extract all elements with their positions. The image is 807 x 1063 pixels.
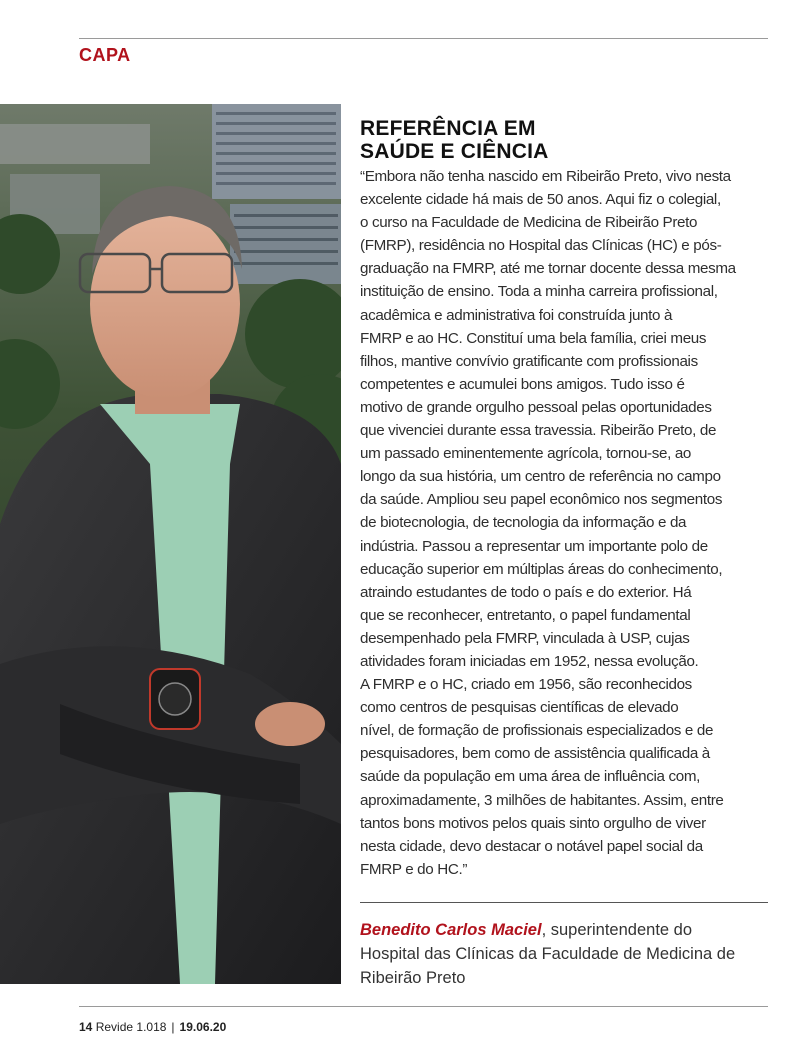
author-credit (360, 918, 770, 990)
headline-line: SAÚDE E CIÊNCIA (360, 140, 549, 163)
quote-line: FMRP e do HC.” (360, 860, 468, 878)
quote-line: saúde da população em uma área de influência com, (360, 768, 700, 786)
quote-line: graduação na FMRP, até me tornar docente dessa mesma (360, 260, 736, 278)
article (360, 117, 770, 881)
quote-line: longo da sua história, um centro de referência no campo (360, 468, 721, 486)
section-label: CAPA (79, 45, 131, 65)
top-rule (79, 38, 768, 39)
credit-divider (360, 902, 768, 903)
page-number: 14 (79, 1020, 93, 1034)
quote-line: “Embora não tenha nascido em Ribeirão Preto, vivo nesta (360, 168, 731, 185)
quote-line: como centros de pesquisas científicas de elevado (360, 699, 679, 717)
quote-line: um passado eminentemente agrícola, tornou-se, ao (360, 445, 692, 463)
quote-line: da saúde. Ampliou seu papel econômico nos segmentos (360, 491, 723, 509)
quote-line: indústria. Passou a representar um importante polo de (360, 537, 708, 555)
portrait-illustration (0, 104, 341, 984)
quote-line: excelente cidade há mais de 50 anos. Aqui fiz o colegial, (360, 191, 721, 209)
quote-line: de biotecnologia, de tecnologia da informação e da (360, 514, 687, 532)
credit-line (360, 918, 770, 942)
footer-separator: | (171, 1020, 175, 1034)
magazine-issue: Revide 1.018 (95, 1020, 167, 1034)
quote-line: tantos bons motivos pelos quais sinto orgulho de viver (360, 814, 706, 832)
watch-icon (150, 669, 200, 729)
quote-line: A FMRP e o HC, criado em 1956, são reconhecidos (360, 676, 692, 694)
quote-line: desempenhado pela FMRP, vinculada à USP, cujas (360, 629, 690, 647)
quote-line: educação superior em múltiplas áreas do conhecimento, (360, 560, 723, 578)
credit-line: Ribeirão Preto (360, 969, 466, 987)
quote-body (360, 165, 770, 881)
author-role: , superintendente do (541, 921, 693, 939)
quote-line: acadêmica e administrativa foi construída junto à (360, 306, 673, 324)
page-footer (79, 1020, 226, 1034)
quote-line: atividades foram iniciadas em 1952, nessa evolução. (360, 652, 699, 670)
quote-line: pesquisadores, bem como de assistência qualificada à (360, 745, 710, 763)
quote-line: que se reconhecer, entretanto, o papel fundamental (360, 606, 691, 624)
quote-line: motivo de grande orgulho pessoal pelas oportunidades (360, 398, 712, 416)
quote-line: competentes e acumulei bons amigos. Tudo isso é (360, 375, 685, 393)
quote-line: nesta cidade, devo destacar o notável papel social da (360, 837, 703, 855)
quote-line: aproximadamente, 3 milhões de habitantes. Assim, entre (360, 791, 724, 809)
author-name: Benedito Carlos Maciel (360, 921, 542, 939)
quote-line: o curso na Faculdade de Medicina de Ribeirão Preto (360, 214, 698, 232)
headline-line: REFERÊNCIA EM (360, 117, 536, 140)
footer-rule (79, 1006, 768, 1007)
credit-line: Hospital das Clínicas da Faculdade de Medicina de (360, 945, 736, 963)
issue-date: 19.06.20 (179, 1020, 227, 1034)
quote-line: (FMRP), residência no Hospital das Clínicas (HC) e pós- (360, 237, 722, 255)
quote-line: atraindo estudantes de todo o país e do exterior. Há (360, 583, 692, 601)
quote-line: filhos, mantive convívio gratificante com profissionais (360, 352, 698, 370)
quote-line: instituição de ensino. Toda a minha carreira profissional, (360, 283, 718, 301)
portrait-photo (0, 104, 341, 984)
quote-line: nível, de formação de profissionais especializados e de (360, 722, 714, 740)
headline (360, 117, 770, 163)
quote-line: FMRP e ao HC. Constituí uma bela família, criei meus (360, 329, 707, 347)
quote-line: que vivenciei durante essa travessia. Ribeirão Preto, de (360, 422, 717, 440)
